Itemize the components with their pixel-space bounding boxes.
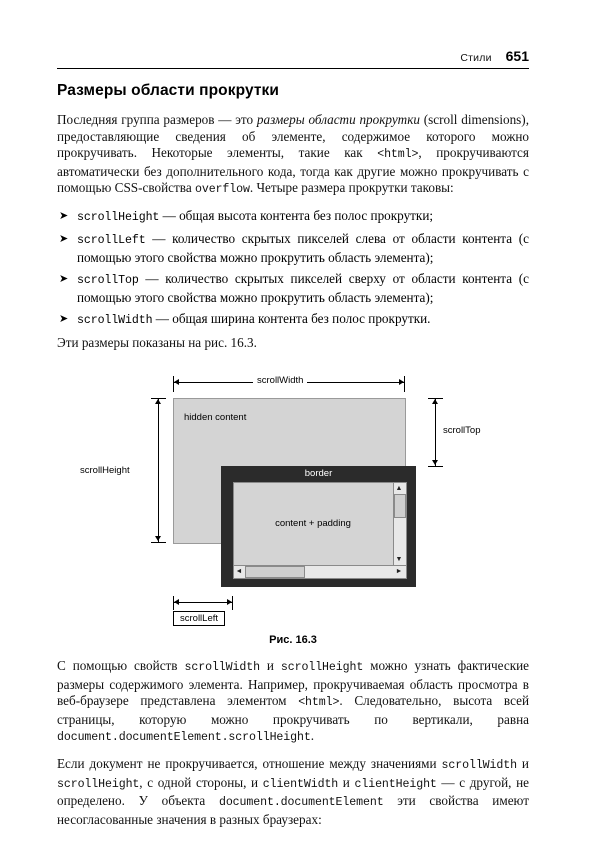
scroll-down-button[interactable]: ▼ xyxy=(395,554,403,563)
section-title: Размеры области прокрутки xyxy=(57,82,280,99)
vertical-scrollbar-thumb[interactable] xyxy=(394,494,406,518)
scrollwidth-label: scrollWidth xyxy=(253,375,307,386)
p3-d: . Следовательно, высота всей страницы, которую можно прокручивать по вертикали, равна xyxy=(57,693,529,727)
scrollleft-tick-right xyxy=(232,596,233,610)
page-header xyxy=(57,48,529,64)
p4-code-scrollwidth: scrollWidth xyxy=(441,758,517,772)
intro-paragraph xyxy=(57,112,529,199)
intro-text-b: (scroll dimensions), предоставляющие сведения об элементе, содержимое которого можно прокручивать. Некоторые элементы, такие как xyxy=(57,112,529,161)
figure-reference-paragraph: Эти размеры показаны на рис. 16.3. xyxy=(57,335,257,351)
scroll-dimension-list xyxy=(57,208,529,329)
p3-code-scrollwidth: scrollWidth xyxy=(184,661,260,674)
scrollheight-label: scrollHeight xyxy=(76,465,134,476)
list-item xyxy=(57,231,529,266)
scrollleft-arrow-right-icon xyxy=(227,599,232,605)
hidden-content-label: hidden content xyxy=(184,412,247,423)
scrollheight-arrow-down-icon xyxy=(155,536,161,541)
p4-f: эти свойства имеют несогласованные значения в разных браузерах: xyxy=(57,793,529,827)
p3-code-scrollheight: scrollHeight xyxy=(280,661,364,674)
list-item-text: — общая высота контента без полос прокрутки; xyxy=(159,207,434,223)
p3-a: С помощью свойств xyxy=(57,658,185,673)
running-title: Стили xyxy=(460,52,492,64)
p4-b: и xyxy=(516,755,529,771)
scrollleft-dimension-line xyxy=(173,602,233,603)
horizontal-scrollbar-thumb[interactable] xyxy=(245,566,305,578)
p3-code-html: <html> xyxy=(298,696,340,710)
scrollleft-arrow-left-icon xyxy=(174,599,179,605)
figure-caption: Рис. 16.3 xyxy=(269,634,317,646)
p3-e: . xyxy=(310,728,315,744)
p4-code-clientwidth: clientWidth xyxy=(262,777,339,791)
scroll-left-button[interactable]: ◄ xyxy=(235,566,243,575)
scrollwidth-arrow-left-icon xyxy=(174,379,179,385)
scroll-up-button[interactable]: ▲ xyxy=(395,483,403,492)
p4-code-documentelement: document.documentElement xyxy=(218,796,384,810)
intro-text-d: . Четыре размера прокрутки таковы: xyxy=(249,180,454,196)
list-item-code: scrollHeight xyxy=(77,210,160,224)
scrollwidth-arrow-right-icon xyxy=(399,379,404,385)
header-divider xyxy=(57,68,529,69)
p4-a: Если документ не прокручивается, отношение между значениями xyxy=(57,755,442,771)
list-item-text: — общая ширина контента без полос прокрутки. xyxy=(152,311,431,326)
p3-c: можно узнать фактические размеры содержимого элемента. Например, прокручиваемая область просмотра в веб-браузере представлена элементом xyxy=(57,658,530,709)
p4-c: , с одной стороны, и xyxy=(139,774,263,790)
list-item-text: — количество скрытых пикселей слева от области контента (с помощью этого свойства можно прокрутить область элемента); xyxy=(77,231,529,265)
scrolltop-dimension-line xyxy=(435,398,436,466)
intro-text-c: , прокручиваются автоматически без дополнительного кода, тогда как другие можно прокручивать с помощью CSS-свойства xyxy=(57,145,529,196)
scroll-right-button[interactable]: ► xyxy=(395,566,403,575)
bullet-arrow-icon: ➤ xyxy=(59,273,69,286)
intro-code-overflow: overflow xyxy=(194,183,250,197)
list-item xyxy=(57,208,529,226)
bullet-arrow-icon: ➤ xyxy=(59,313,69,325)
intro-text-a: Последняя группа размеров — это xyxy=(57,112,257,127)
scrollheight-dimension-line xyxy=(158,398,159,542)
scrolltop-arrow-down-icon xyxy=(432,460,438,465)
scrollwidth-tick-right xyxy=(404,376,405,392)
body-paragraph-3 xyxy=(57,658,529,747)
list-item-code: scrollWidth xyxy=(77,314,153,327)
scrollleft-label: scrollLeft xyxy=(173,611,225,626)
p4-code-scrollheight: scrollHeight xyxy=(57,777,140,791)
intro-italic: размеры области прокрутки xyxy=(256,112,420,127)
scrolltop-arrow-up-icon xyxy=(432,399,438,404)
list-item xyxy=(57,271,529,306)
p4-d: и xyxy=(338,774,355,790)
intro-code-html: <html> xyxy=(377,148,419,162)
list-item xyxy=(57,311,529,329)
p4-e: — с другой, не определено. У объекта xyxy=(57,774,530,809)
p3-b: и xyxy=(259,658,281,673)
figure-16-3 xyxy=(57,362,529,644)
bullet-arrow-icon: ➤ xyxy=(59,233,69,246)
list-item-text: — количество скрытых пикселей сверху от области контента (с помощью этого свойства можно прокрутить область элемента); xyxy=(77,271,529,305)
scrollheight-tick-bottom xyxy=(151,542,166,543)
page-number: 651 xyxy=(505,48,529,64)
list-item-code: scrollTop xyxy=(77,274,139,288)
page-content xyxy=(57,82,529,837)
scrolltop-tick-bottom xyxy=(428,466,443,467)
bullet-arrow-icon: ➤ xyxy=(59,209,69,222)
list-item-code: scrollLeft xyxy=(77,234,146,248)
content-padding-label: content + padding xyxy=(275,518,351,529)
body-paragraph-4 xyxy=(57,756,529,828)
border-label: border xyxy=(304,468,333,479)
scrollheight-arrow-up-icon xyxy=(155,399,161,404)
p4-code-clientheight: clientHeight xyxy=(354,777,437,791)
p3-code-documentelement: document.documentElement.scrollHeight xyxy=(57,731,311,745)
scrolltop-label: scrollTop xyxy=(439,425,485,436)
